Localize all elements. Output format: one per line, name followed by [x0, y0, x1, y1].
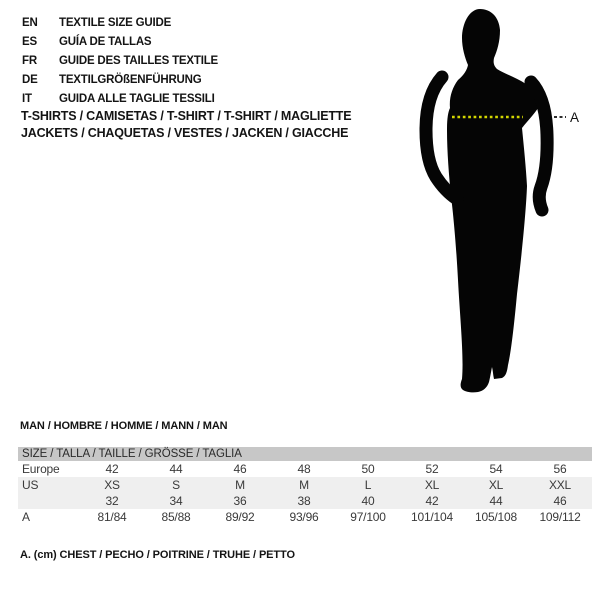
table-cell: 52: [425, 462, 439, 476]
table-cell: 34: [169, 494, 183, 508]
table-cell: 101/104: [411, 510, 453, 524]
table-cell: M: [235, 478, 245, 492]
language-code: IT: [22, 92, 32, 105]
table-cell: 85/88: [161, 510, 191, 524]
language-title: GUIDA ALLE TAGLIE TESSILI: [59, 92, 215, 105]
language-row: [22, 13, 218, 32]
table-cell: 32: [105, 494, 119, 508]
table-cell: XS: [104, 478, 120, 492]
language-row: [22, 51, 218, 70]
size-table: [18, 447, 592, 525]
table-cell: 105/108: [475, 510, 517, 524]
table-cell: 46: [553, 494, 567, 508]
language-title: GUÍA DE TALLAS: [59, 35, 152, 48]
row-label-us: US: [22, 478, 39, 492]
language-code: DE: [22, 73, 38, 86]
table-cell: M: [299, 478, 309, 492]
section-title: MAN / HOMBRE / HOMME / MANN / MAN: [20, 420, 228, 432]
table-cell: 109/112: [539, 510, 581, 524]
table-cell: 81/84: [97, 510, 127, 524]
language-row: [22, 89, 218, 108]
table-cell: XL: [424, 478, 440, 492]
language-code: FR: [22, 54, 37, 67]
category-line-jackets: JACKETS / CHAQUETAS / VESTES / JACKEN / GIACCHE: [21, 126, 349, 140]
table-cell: 40: [361, 494, 375, 508]
row-label-a: A: [22, 510, 30, 524]
language-code: EN: [22, 16, 38, 29]
language-title: TEXTILE SIZE GUIDE: [59, 16, 172, 29]
row-label-blank: [18, 493, 80, 509]
category-list: [21, 108, 351, 142]
table-cell: L: [364, 478, 372, 492]
row-label-europe: Europe: [22, 462, 60, 476]
table-cell: 46: [233, 462, 247, 476]
language-row: [22, 32, 218, 51]
table-row-europe: [18, 461, 592, 477]
table-cell: 97/100: [350, 510, 386, 524]
table-row-us: [18, 477, 592, 493]
table-cell: 44: [169, 462, 183, 476]
table-cell: 56: [553, 462, 567, 476]
table-cell: 44: [489, 494, 503, 508]
measurement-footnote: A. (cm) CHEST / PECHO / POITRINE / TRUHE / PETTO: [20, 549, 295, 561]
man-silhouette-figure: [395, 0, 600, 400]
table-cell: 89/92: [225, 510, 255, 524]
table-cell: XL: [488, 478, 504, 492]
language-title: GUIDE DES TAILLES TEXTILE: [59, 54, 218, 67]
table-cell: 50: [361, 462, 375, 476]
table-row-chest-a: [18, 509, 592, 525]
table-cell: XXL: [548, 478, 572, 492]
table-header: SIZE / TALLA / TAILLE / GRÖSSE / TAGLIA: [18, 447, 592, 461]
table-cell: 48: [297, 462, 311, 476]
table-cell: 38: [297, 494, 311, 508]
table-cell: 42: [105, 462, 119, 476]
language-code: ES: [22, 35, 37, 48]
table-cell: S: [172, 478, 180, 492]
language-row: [22, 70, 218, 89]
category-line-tshirts: T-SHIRTS / CAMISETAS / T-SHIRT / T-SHIRT / MAGLIETTE: [21, 109, 352, 123]
table-header-row: [18, 447, 592, 461]
table-cell: 54: [489, 462, 503, 476]
language-title: TEXTILGRÖßENFÜHRUNG: [59, 73, 202, 86]
table-cell: 36: [233, 494, 247, 508]
table-row-uk: [18, 493, 592, 509]
measure-label-a: A: [570, 110, 580, 125]
language-list: [22, 13, 218, 108]
table-cell: 42: [425, 494, 439, 508]
table-cell: 93/96: [289, 510, 319, 524]
